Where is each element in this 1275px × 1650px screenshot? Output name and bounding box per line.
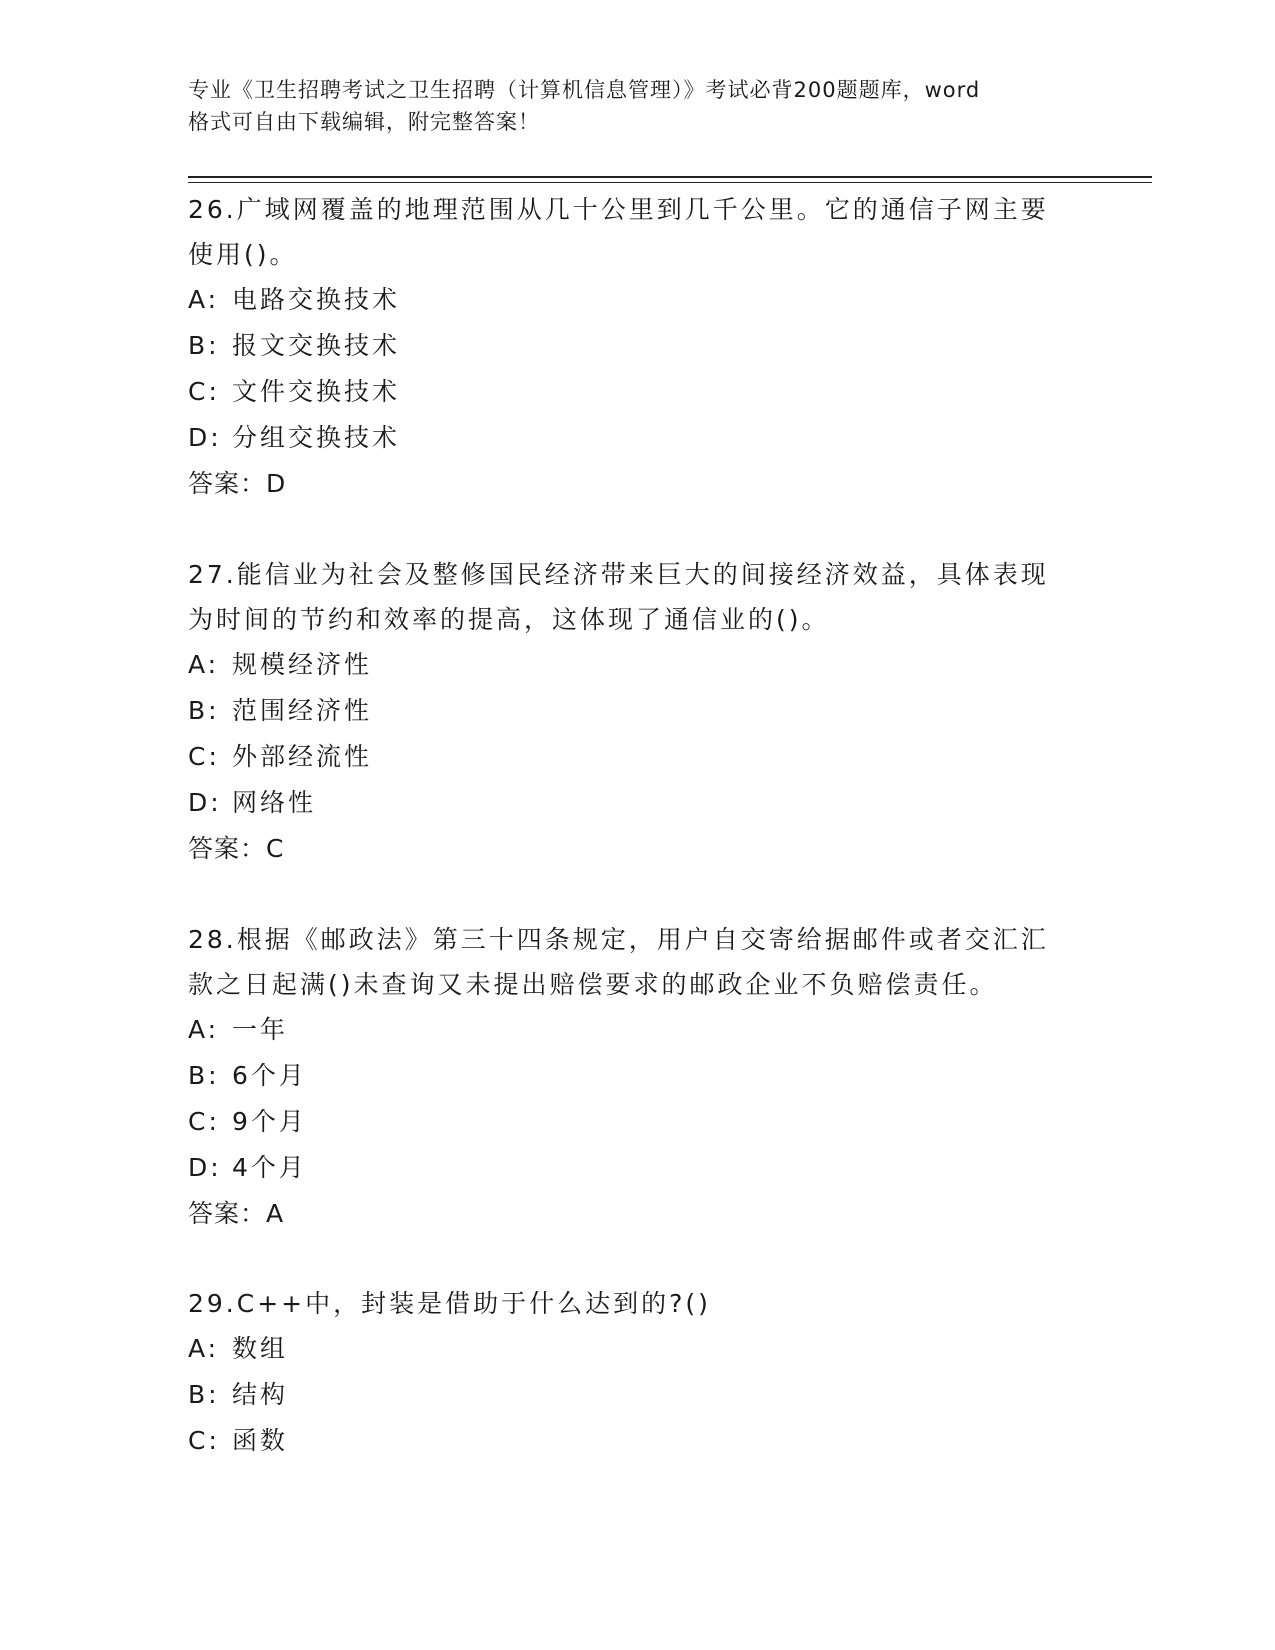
option-letter: A: [188, 1334, 220, 1363]
option-text: 文件交换技术 [232, 377, 401, 406]
question-stem-line-1: 27.能信业为社会及整修国民经济带来巨大的间接经济效益，具体表现 [188, 560, 1049, 589]
question-stem-line-1: 26.广域网覆盖的地理范围从几十公里到几千公里。它的通信子网主要 [188, 195, 1049, 224]
header-line-2: 格式可自由下载编辑，附完整答案！ [188, 110, 540, 134]
option-d [188, 1145, 1088, 1191]
question-27 [188, 552, 1088, 872]
option-c [188, 734, 1088, 780]
answer-line: 答案：A [188, 1199, 285, 1228]
option-letter: B: [188, 1380, 220, 1409]
question-29 [188, 1281, 1088, 1464]
option-c [188, 1099, 1088, 1145]
option-letter: A: [188, 285, 220, 314]
answer-line: 答案：D [188, 469, 287, 498]
option-text: 6个月 [232, 1061, 307, 1090]
option-text: 网络性 [232, 788, 317, 817]
option-c [188, 369, 1088, 415]
option-a [188, 277, 1088, 323]
option-text: 一年 [232, 1015, 289, 1044]
answer-line: 答案：C [188, 834, 285, 863]
option-b [188, 1053, 1088, 1099]
option-d [188, 415, 1088, 461]
question-28 [188, 917, 1088, 1237]
option-letter: D: [188, 423, 222, 452]
option-text: 规模经济性 [232, 650, 373, 679]
option-text: 报文交换技术 [232, 331, 401, 360]
option-b [188, 1372, 1088, 1418]
question-stem-line-2: 为时间的节约和效率的提高，这体现了通信业的()。 [188, 605, 830, 634]
header-divider-thin [188, 182, 1152, 183]
option-text: 数组 [232, 1334, 289, 1363]
header-line-1: 专业《卫生招聘考试之卫生招聘（计算机信息管理）》考试必背200题题库，word [188, 78, 981, 102]
option-a [188, 1326, 1088, 1372]
option-letter: C: [188, 742, 220, 771]
header-divider-thick [188, 176, 1152, 178]
question-stem-line-2: 使用()。 [188, 240, 298, 269]
option-letter: D: [188, 788, 222, 817]
option-a [188, 642, 1088, 688]
question-stem-line-1: 29.C++中，封装是借助于什么达到的?() [188, 1289, 711, 1318]
option-text: 结构 [232, 1380, 289, 1409]
option-c [188, 1418, 1088, 1464]
option-letter: B: [188, 696, 220, 725]
option-letter: B: [188, 1061, 220, 1090]
option-letter: B: [188, 331, 220, 360]
option-b [188, 323, 1088, 369]
option-a [188, 1007, 1088, 1053]
option-text: 外部经流性 [232, 742, 373, 771]
option-letter: A: [188, 650, 220, 679]
question-26 [188, 187, 1088, 507]
option-letter: A: [188, 1015, 220, 1044]
document-header [188, 74, 1088, 138]
option-letter: C: [188, 1107, 220, 1136]
option-text: 电路交换技术 [232, 285, 401, 314]
option-letter: C: [188, 377, 220, 406]
option-text: 9个月 [232, 1107, 307, 1136]
option-d [188, 780, 1088, 826]
option-text: 函数 [232, 1426, 289, 1455]
question-stem-line-2: 款之日起满()未查询又未提出赔偿要求的邮政企业不负赔偿责任。 [188, 970, 998, 999]
option-text: 范围经济性 [232, 696, 373, 725]
option-b [188, 688, 1088, 734]
option-text: 4个月 [232, 1153, 307, 1182]
option-letter: C: [188, 1426, 220, 1455]
question-stem-line-1: 28.根据《邮政法》第三十四条规定，用户自交寄给据邮件或者交汇汇 [188, 925, 1049, 954]
option-text: 分组交换技术 [232, 423, 401, 452]
option-letter: D: [188, 1153, 222, 1182]
